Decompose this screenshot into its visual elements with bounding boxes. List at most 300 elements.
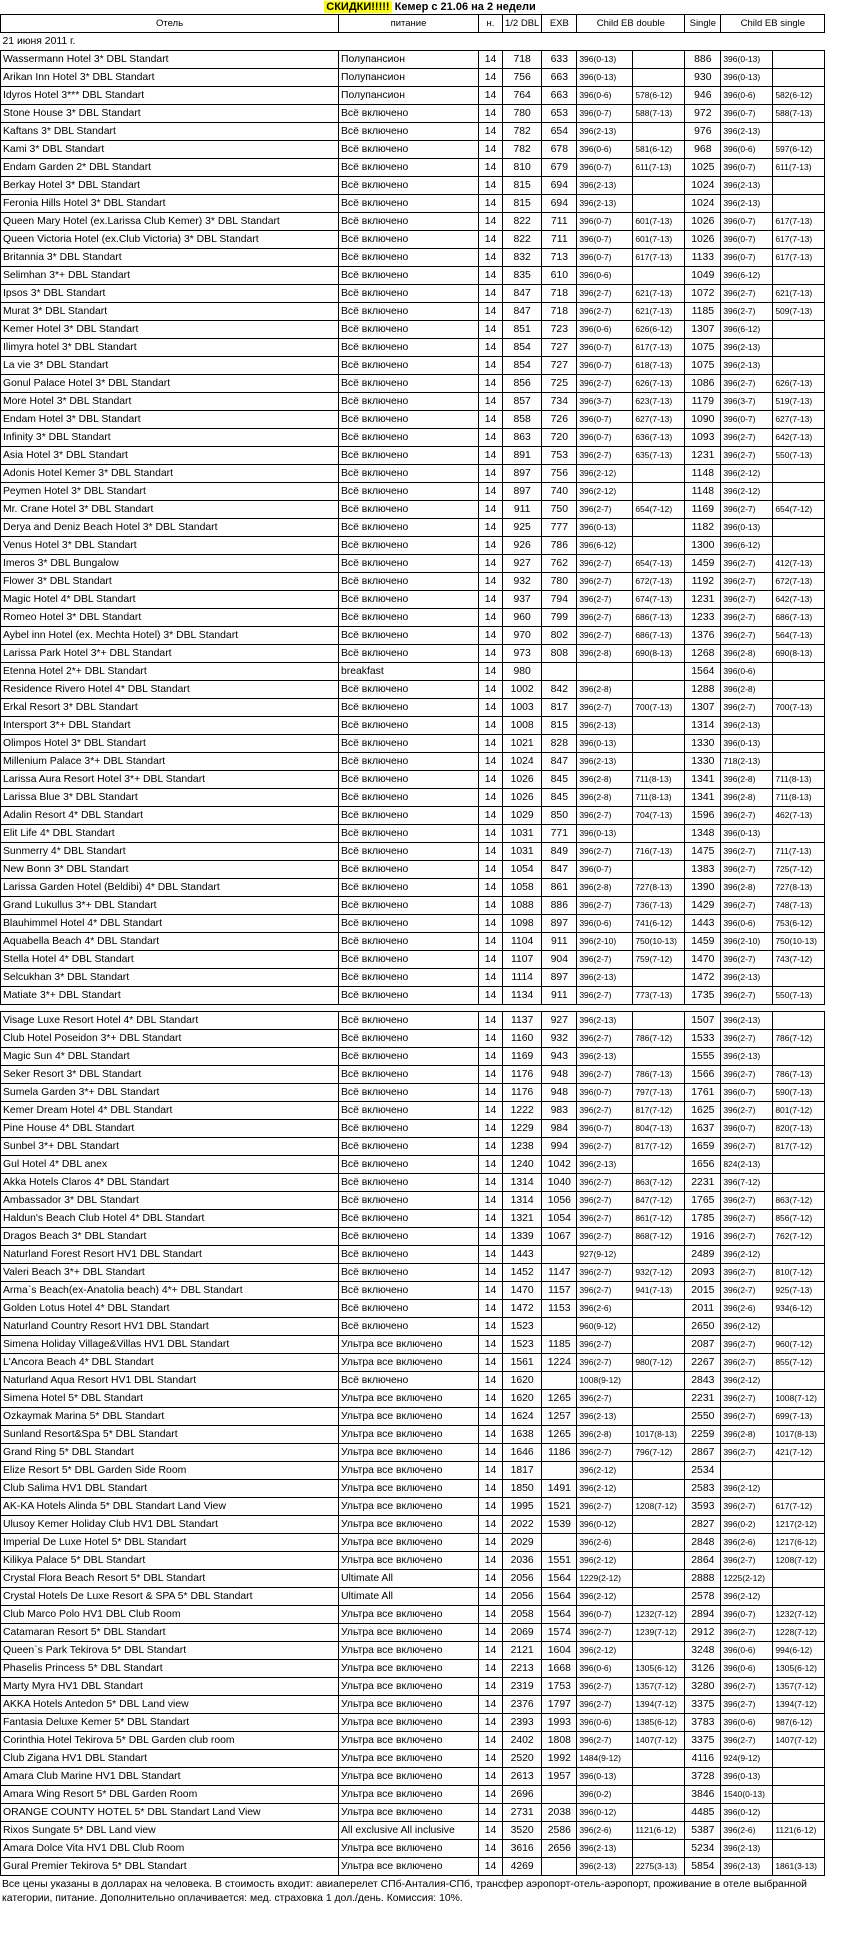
cell-child-dbl-2: 690(8-13) bbox=[633, 645, 685, 663]
cell-exb: 753 bbox=[542, 447, 577, 465]
cell-child-sgl-1: 396(2-13) bbox=[721, 1048, 773, 1066]
cell-child-sgl-2 bbox=[773, 537, 825, 555]
cell-meal: Всё включено bbox=[339, 105, 479, 123]
cell-child-sgl-2 bbox=[773, 753, 825, 771]
table-row bbox=[1, 141, 825, 159]
table-row bbox=[1, 1138, 825, 1156]
cell-single: 2231 bbox=[685, 1174, 721, 1192]
cell-dbl: 1169 bbox=[503, 1048, 542, 1066]
cell-child-dbl-2 bbox=[633, 753, 685, 771]
cell-meal: Ультра все включено bbox=[339, 1552, 479, 1570]
cell-exb: 663 bbox=[542, 87, 577, 105]
cell-hotel: Ozkaymak Marina 5* DBL Standart bbox=[1, 1408, 339, 1426]
cell-hotel: AK-KA Hotels Alinda 5* DBL Standart Land View bbox=[1, 1498, 339, 1516]
cell-child-dbl-2 bbox=[633, 537, 685, 555]
cell-child-sgl-1: 396(2-7) bbox=[721, 627, 773, 645]
cell-child-dbl-2 bbox=[633, 1048, 685, 1066]
cell-child-dbl-1: 396(0-13) bbox=[577, 519, 633, 537]
cell-hotel: Kaftans 3* DBL Standart bbox=[1, 123, 339, 141]
cell-child-sgl-2: 642(7-13) bbox=[773, 429, 825, 447]
cell-single: 1555 bbox=[685, 1048, 721, 1066]
table-row bbox=[1, 1210, 825, 1228]
table-row bbox=[1, 933, 825, 951]
cell-dbl: 1646 bbox=[503, 1444, 542, 1462]
cell-hotel: Stella Hotel 4* DBL Standart bbox=[1, 951, 339, 969]
cell-child-dbl-1: 396(2-7) bbox=[577, 1390, 633, 1408]
cell-child-sgl-1: 396(2-8) bbox=[721, 1426, 773, 1444]
cell-child-dbl-1: 396(0-6) bbox=[577, 1660, 633, 1678]
cell-child-sgl-1: 396(6-12) bbox=[721, 321, 773, 339]
cell-child-sgl-2 bbox=[773, 1318, 825, 1336]
cell-single: 1025 bbox=[685, 159, 721, 177]
cell-dbl: 847 bbox=[503, 285, 542, 303]
cell-child-dbl-1: 396(2-13) bbox=[577, 195, 633, 213]
cell-child-dbl-1: 396(2-8) bbox=[577, 789, 633, 807]
cell-child-dbl-2: 711(8-13) bbox=[633, 789, 685, 807]
cell-dbl: 932 bbox=[503, 573, 542, 591]
cell-child-dbl-2: 618(7-13) bbox=[633, 357, 685, 375]
cell-child-sgl-2: 617(7-13) bbox=[773, 213, 825, 231]
cell-hotel: Catamaran Resort 5* DBL Standart bbox=[1, 1624, 339, 1642]
cell-child-dbl-1: 396(2-6) bbox=[577, 1822, 633, 1840]
cell-child-sgl-2: 925(7-13) bbox=[773, 1282, 825, 1300]
cell-single: 1566 bbox=[685, 1066, 721, 1084]
cell-dbl: 1624 bbox=[503, 1408, 542, 1426]
cell-child-sgl-1: 396(2-13) bbox=[721, 969, 773, 987]
cell-child-dbl-2: 711(8-13) bbox=[633, 771, 685, 789]
cell-child-sgl-2: 1861(3-13) bbox=[773, 1858, 825, 1876]
cell-dbl: 891 bbox=[503, 447, 542, 465]
cell-exb bbox=[542, 1858, 577, 1876]
cell-child-dbl-1: 396(0-13) bbox=[577, 1768, 633, 1786]
cell-single: 1341 bbox=[685, 771, 721, 789]
cell-dbl: 835 bbox=[503, 267, 542, 285]
cell-meal: Всё включено bbox=[339, 897, 479, 915]
cell-child-sgl-2 bbox=[773, 465, 825, 483]
cell-nights: 14 bbox=[479, 1354, 503, 1372]
cell-exb: 1957 bbox=[542, 1768, 577, 1786]
cell-child-dbl-2: 672(7-13) bbox=[633, 573, 685, 591]
cell-exb: 842 bbox=[542, 681, 577, 699]
cell-meal: Ultimate All bbox=[339, 1588, 479, 1606]
cell-meal: Всё включено bbox=[339, 1318, 479, 1336]
cell-child-dbl-1: 396(2-7) bbox=[577, 591, 633, 609]
cell-child-dbl-2: 1239(7-12) bbox=[633, 1624, 685, 1642]
cell-dbl: 1054 bbox=[503, 861, 542, 879]
cell-exb: 847 bbox=[542, 753, 577, 771]
cell-single: 3846 bbox=[685, 1786, 721, 1804]
cell-dbl: 2376 bbox=[503, 1696, 542, 1714]
cell-single: 5854 bbox=[685, 1858, 721, 1876]
cell-exb: 845 bbox=[542, 789, 577, 807]
cell-child-dbl-1: 396(2-12) bbox=[577, 1552, 633, 1570]
cell-hotel: Naturland Aqua Resort HV1 DBL Standart bbox=[1, 1372, 339, 1390]
cell-child-sgl-2: 786(7-12) bbox=[773, 1030, 825, 1048]
cell-child-sgl-2: 699(7-13) bbox=[773, 1408, 825, 1426]
cell-nights: 14 bbox=[479, 213, 503, 231]
cell-hotel: Olimpos Hotel 3* DBL Standart bbox=[1, 735, 339, 753]
cell-dbl: 3616 bbox=[503, 1840, 542, 1858]
cell-nights: 14 bbox=[479, 1588, 503, 1606]
cell-single: 1169 bbox=[685, 501, 721, 519]
cell-meal: Ультра все включено bbox=[339, 1534, 479, 1552]
cell-hotel: Phaselis Princess 5* DBL Standart bbox=[1, 1660, 339, 1678]
table-row bbox=[1, 501, 825, 519]
cell-child-sgl-2: 621(7-13) bbox=[773, 285, 825, 303]
cell-single: 1231 bbox=[685, 591, 721, 609]
cell-nights: 14 bbox=[479, 69, 503, 87]
cell-nights: 14 bbox=[479, 861, 503, 879]
cell-child-sgl-2: 412(7-13) bbox=[773, 555, 825, 573]
cell-hotel: Murat 3* DBL Standart bbox=[1, 303, 339, 321]
cell-child-dbl-1: 396(2-7) bbox=[577, 1336, 633, 1354]
cell-child-sgl-2 bbox=[773, 321, 825, 339]
cell-child-sgl-2: 711(8-13) bbox=[773, 771, 825, 789]
cell-meal: Ультра все включено bbox=[339, 1408, 479, 1426]
cell-child-dbl-2: 654(7-13) bbox=[633, 555, 685, 573]
cell-dbl: 1620 bbox=[503, 1372, 542, 1390]
cell-meal: Всё включено bbox=[339, 1282, 479, 1300]
cell-child-dbl-1: 396(2-7) bbox=[577, 627, 633, 645]
cell-hotel: Imperial De Luxe Hotel 5* DBL Standart bbox=[1, 1534, 339, 1552]
cell-child-sgl-2: 700(7-13) bbox=[773, 699, 825, 717]
cell-exb: 1993 bbox=[542, 1714, 577, 1732]
cell-single: 1472 bbox=[685, 969, 721, 987]
cell-hotel: Rixos Sungate 5* DBL Land view bbox=[1, 1822, 339, 1840]
cell-single: 5234 bbox=[685, 1840, 721, 1858]
cell-child-sgl-1: 396(2-7) bbox=[721, 1408, 773, 1426]
cell-exb: 808 bbox=[542, 645, 577, 663]
cell-child-dbl-2 bbox=[633, 51, 685, 69]
cell-nights: 14 bbox=[479, 1246, 503, 1264]
cell-meal: Всё включено bbox=[339, 411, 479, 429]
cell-meal: Полупансион bbox=[339, 51, 479, 69]
cell-nights: 14 bbox=[479, 249, 503, 267]
cell-child-sgl-2 bbox=[773, 663, 825, 681]
cell-meal: Всё включено bbox=[339, 609, 479, 627]
cell-single: 1656 bbox=[685, 1156, 721, 1174]
table-row bbox=[1, 393, 825, 411]
cell-child-dbl-1: 396(2-13) bbox=[577, 1012, 633, 1030]
cell-hotel: Dragos Beach 3* DBL Standart bbox=[1, 1228, 339, 1246]
cell-exb: 713 bbox=[542, 249, 577, 267]
table-row bbox=[1, 699, 825, 717]
cell-meal: Ультра все включено bbox=[339, 1840, 479, 1858]
cell-hotel: Larissa Aura Resort Hotel 3*+ DBL Standart bbox=[1, 771, 339, 789]
cell-single: 3248 bbox=[685, 1642, 721, 1660]
cell-hotel: Aquabella Beach 4* DBL Standart bbox=[1, 933, 339, 951]
cell-exb: 694 bbox=[542, 195, 577, 213]
table-row bbox=[1, 375, 825, 393]
cell-meal: Всё включено bbox=[339, 753, 479, 771]
col-dbl: 1/2 DBL bbox=[503, 15, 542, 33]
cell-hotel: Naturland Country Resort HV1 DBL Standart bbox=[1, 1318, 339, 1336]
cell-child-sgl-1: 718(2-13) bbox=[721, 753, 773, 771]
cell-child-dbl-1: 396(2-7) bbox=[577, 1228, 633, 1246]
cell-meal: Ультра все включено bbox=[339, 1516, 479, 1534]
cell-exb bbox=[542, 1372, 577, 1390]
cell-child-sgl-1: 396(2-12) bbox=[721, 483, 773, 501]
cell-single: 2848 bbox=[685, 1534, 721, 1552]
cell-meal: Ультра все включено bbox=[339, 1498, 479, 1516]
cell-child-sgl-2 bbox=[773, 1750, 825, 1768]
cell-dbl: 1107 bbox=[503, 951, 542, 969]
cell-child-dbl-2 bbox=[633, 1570, 685, 1588]
cell-hotel: Feronia Hills Hotel 3* DBL Standart bbox=[1, 195, 339, 213]
cell-child-sgl-1: 396(2-6) bbox=[721, 1534, 773, 1552]
cell-child-dbl-1: 396(2-6) bbox=[577, 1534, 633, 1552]
cell-child-dbl-2: 1385(6-12) bbox=[633, 1714, 685, 1732]
cell-child-sgl-1: 396(2-7) bbox=[721, 807, 773, 825]
cell-hotel: Gural Premier Tekirova 5* DBL Standart bbox=[1, 1858, 339, 1876]
cell-child-sgl-2 bbox=[773, 1462, 825, 1480]
cell-child-sgl-2: 820(7-13) bbox=[773, 1120, 825, 1138]
cell-exb: 718 bbox=[542, 303, 577, 321]
cell-nights: 14 bbox=[479, 987, 503, 1005]
cell-child-sgl-2: 1232(7-12) bbox=[773, 1606, 825, 1624]
cell-single: 3783 bbox=[685, 1714, 721, 1732]
cell-meal: Всё включено bbox=[339, 681, 479, 699]
cell-meal: Всё включено bbox=[339, 573, 479, 591]
cell-meal: Всё включено bbox=[339, 1372, 479, 1390]
cell-dbl: 926 bbox=[503, 537, 542, 555]
cell-dbl: 847 bbox=[503, 303, 542, 321]
cell-child-sgl-1: 396(2-7) bbox=[721, 897, 773, 915]
cell-nights: 14 bbox=[479, 1696, 503, 1714]
cell-child-sgl-2: 1217(6-12) bbox=[773, 1534, 825, 1552]
cell-hotel: Visage Luxe Resort Hotel 4* DBL Standart bbox=[1, 1012, 339, 1030]
table-row bbox=[1, 1570, 825, 1588]
cell-meal: Всё включено bbox=[339, 987, 479, 1005]
cell-child-dbl-2: 868(7-12) bbox=[633, 1228, 685, 1246]
cell-child-sgl-2: 1394(7-12) bbox=[773, 1696, 825, 1714]
cell-dbl: 815 bbox=[503, 177, 542, 195]
cell-exb: 2038 bbox=[542, 1804, 577, 1822]
table-row bbox=[1, 51, 825, 69]
cell-child-sgl-1: 396(2-13) bbox=[721, 357, 773, 375]
cell-meal: Всё включено bbox=[339, 429, 479, 447]
col-nights: н. bbox=[479, 15, 503, 33]
cell-exb: 794 bbox=[542, 591, 577, 609]
cell-meal: Ультра все включено bbox=[339, 1426, 479, 1444]
cell-child-sgl-2: 725(7-12) bbox=[773, 861, 825, 879]
cell-child-sgl-1: 396(0-7) bbox=[721, 1084, 773, 1102]
cell-exb: 1224 bbox=[542, 1354, 577, 1372]
cell-nights: 14 bbox=[479, 1264, 503, 1282]
cell-hotel: Queen Mary Hotel (ex.Larissa Club Kemer) 3* DBL Standart bbox=[1, 213, 339, 231]
cell-nights: 14 bbox=[479, 1606, 503, 1624]
table-row bbox=[1, 987, 825, 1005]
cell-child-dbl-1: 396(0-7) bbox=[577, 1120, 633, 1138]
cell-nights: 14 bbox=[479, 1570, 503, 1588]
cell-child-sgl-1: 396(2-7) bbox=[721, 573, 773, 591]
cell-child-dbl-1: 396(2-7) bbox=[577, 555, 633, 573]
cell-meal: Всё включено bbox=[339, 177, 479, 195]
cell-child-sgl-1: 396(2-7) bbox=[721, 987, 773, 1005]
cell-dbl: 857 bbox=[503, 393, 542, 411]
cell-meal: Всё включено bbox=[339, 1138, 479, 1156]
cell-child-sgl-1: 396(2-12) bbox=[721, 1588, 773, 1606]
cell-exb: 723 bbox=[542, 321, 577, 339]
cell-dbl: 854 bbox=[503, 339, 542, 357]
cell-meal: Всё включено bbox=[339, 483, 479, 501]
cell-dbl: 1523 bbox=[503, 1336, 542, 1354]
table-row bbox=[1, 231, 825, 249]
cell-meal: Всё включено bbox=[339, 465, 479, 483]
cell-meal: Всё включено bbox=[339, 969, 479, 987]
cell-dbl: 2029 bbox=[503, 1534, 542, 1552]
cell-hotel: La vie 3* DBL Standart bbox=[1, 357, 339, 375]
cell-nights: 14 bbox=[479, 789, 503, 807]
cell-meal: Всё включено bbox=[339, 915, 479, 933]
cell-dbl: 1104 bbox=[503, 933, 542, 951]
table-row bbox=[1, 1318, 825, 1336]
cell-dbl: 1002 bbox=[503, 681, 542, 699]
cell-child-sgl-1: 396(2-7) bbox=[721, 1444, 773, 1462]
cell-hotel: Mr. Crane Hotel 3* DBL Standart bbox=[1, 501, 339, 519]
cell-exb: 725 bbox=[542, 375, 577, 393]
cell-nights: 14 bbox=[479, 807, 503, 825]
cell-meal: Всё включено bbox=[339, 879, 479, 897]
cell-meal: Всё включено bbox=[339, 159, 479, 177]
cell-hotel: Simena Hotel 5* DBL Standart bbox=[1, 1390, 339, 1408]
cell-nights: 14 bbox=[479, 1624, 503, 1642]
cell-single: 976 bbox=[685, 123, 721, 141]
cell-dbl: 1031 bbox=[503, 825, 542, 843]
cell-child-dbl-2: 704(7-13) bbox=[633, 807, 685, 825]
cell-single: 2888 bbox=[685, 1570, 721, 1588]
table-row bbox=[1, 519, 825, 537]
cell-nights: 14 bbox=[479, 699, 503, 717]
cell-exb: 1521 bbox=[542, 1498, 577, 1516]
cell-nights: 14 bbox=[479, 1066, 503, 1084]
cell-nights: 14 bbox=[479, 573, 503, 591]
table-row bbox=[1, 1516, 825, 1534]
cell-single: 2231 bbox=[685, 1390, 721, 1408]
cell-nights: 14 bbox=[479, 591, 503, 609]
cell-child-dbl-2: 626(6-12) bbox=[633, 321, 685, 339]
cell-meal: Ультра все включено bbox=[339, 1768, 479, 1786]
table-row bbox=[1, 1264, 825, 1282]
table-row bbox=[1, 267, 825, 285]
cell-hotel: Seker Resort 3* DBL Standart bbox=[1, 1066, 339, 1084]
cell-child-dbl-1: 396(2-8) bbox=[577, 681, 633, 699]
cell-child-dbl-2: 601(7-13) bbox=[633, 213, 685, 231]
cell-nights: 14 bbox=[479, 843, 503, 861]
cell-child-dbl-1: 396(2-12) bbox=[577, 1642, 633, 1660]
cell-exb: 750 bbox=[542, 501, 577, 519]
cell-meal: Ультра все включено bbox=[339, 1714, 479, 1732]
cell-child-dbl-2: 1407(7-12) bbox=[633, 1732, 685, 1750]
table-row bbox=[1, 735, 825, 753]
cell-child-dbl-2: 601(7-13) bbox=[633, 231, 685, 249]
cell-meal: Всё включено bbox=[339, 447, 479, 465]
cell-meal: Всё включено bbox=[339, 1048, 479, 1066]
cell-exb: 1797 bbox=[542, 1696, 577, 1714]
cell-hotel: Sumela Garden 3*+ DBL Standart bbox=[1, 1084, 339, 1102]
cell-hotel: Crystal Flora Beach Resort 5* DBL Standart bbox=[1, 1570, 339, 1588]
cell-child-dbl-1: 396(2-7) bbox=[577, 609, 633, 627]
cell-meal: Ультра все включено bbox=[339, 1606, 479, 1624]
cell-child-sgl-1: 396(7-12) bbox=[721, 1174, 773, 1192]
cell-hotel: Sunbel 3*+ DBL Standart bbox=[1, 1138, 339, 1156]
cell-child-sgl-1: 396(2-7) bbox=[721, 501, 773, 519]
cell-single: 3280 bbox=[685, 1678, 721, 1696]
cell-nights: 14 bbox=[479, 1390, 503, 1408]
cell-child-dbl-1: 396(2-7) bbox=[577, 1066, 633, 1084]
cell-hotel: Britannia 3* DBL Standart bbox=[1, 249, 339, 267]
cell-child-dbl-1: 396(2-13) bbox=[577, 1156, 633, 1174]
cell-exb: 786 bbox=[542, 537, 577, 555]
cell-child-dbl-1: 396(0-6) bbox=[577, 321, 633, 339]
cell-nights: 14 bbox=[479, 933, 503, 951]
cell-child-sgl-2: 863(7-12) bbox=[773, 1192, 825, 1210]
cell-hotel: Endam Garden 2* DBL Standart bbox=[1, 159, 339, 177]
cell-single: 3375 bbox=[685, 1732, 721, 1750]
table-row bbox=[1, 159, 825, 177]
cell-nights: 14 bbox=[479, 537, 503, 555]
cell-child-dbl-2 bbox=[633, 1246, 685, 1264]
cell-dbl: 2213 bbox=[503, 1660, 542, 1678]
cell-child-sgl-1: 396(0-7) bbox=[721, 1606, 773, 1624]
cell-child-dbl-2 bbox=[633, 1462, 685, 1480]
cell-hotel: Corinthia Hotel Tekirova 5* DBL Garden club room bbox=[1, 1732, 339, 1750]
cell-exb: 984 bbox=[542, 1120, 577, 1138]
cell-single: 1533 bbox=[685, 1030, 721, 1048]
cell-meal: Всё включено bbox=[339, 393, 479, 411]
table-row bbox=[1, 339, 825, 357]
cell-child-dbl-1: 396(2-7) bbox=[577, 1030, 633, 1048]
cell-child-dbl-1: 396(2-13) bbox=[577, 717, 633, 735]
cell-child-dbl-1: 1484(9-12) bbox=[577, 1750, 633, 1768]
cell-dbl: 1240 bbox=[503, 1156, 542, 1174]
cell-nights: 14 bbox=[479, 1660, 503, 1678]
cell-child-dbl-2: 750(10-13) bbox=[633, 933, 685, 951]
cell-child-dbl-1: 396(2-6) bbox=[577, 1300, 633, 1318]
cell-meal: Всё включено bbox=[339, 861, 479, 879]
cell-single: 1625 bbox=[685, 1102, 721, 1120]
cell-nights: 14 bbox=[479, 429, 503, 447]
cell-meal: Всё включено bbox=[339, 501, 479, 519]
cell-dbl: 858 bbox=[503, 411, 542, 429]
cell-child-dbl-2 bbox=[633, 1012, 685, 1030]
cell-exb: 817 bbox=[542, 699, 577, 717]
cell-hotel: Marty Myra HV1 DBL Standart bbox=[1, 1678, 339, 1696]
cell-single: 2011 bbox=[685, 1300, 721, 1318]
cell-nights: 14 bbox=[479, 1804, 503, 1822]
cell-hotel: Club Hotel Poseidon 3*+ DBL Standart bbox=[1, 1030, 339, 1048]
cell-nights: 14 bbox=[479, 105, 503, 123]
cell-child-dbl-1: 396(3-7) bbox=[577, 393, 633, 411]
cell-child-dbl-1: 396(2-13) bbox=[577, 1408, 633, 1426]
cell-hotel: Flower 3* DBL Standart bbox=[1, 573, 339, 591]
table-row bbox=[1, 213, 825, 231]
cell-dbl: 2731 bbox=[503, 1804, 542, 1822]
cell-child-dbl-2: 611(7-13) bbox=[633, 159, 685, 177]
cell-exb: 654 bbox=[542, 123, 577, 141]
cell-child-sgl-1: 396(2-7) bbox=[721, 555, 773, 573]
cell-single: 930 bbox=[685, 69, 721, 87]
cell-child-dbl-1: 396(0-12) bbox=[577, 1516, 633, 1534]
table-row bbox=[1, 555, 825, 573]
cell-single: 972 bbox=[685, 105, 721, 123]
cell-child-dbl-1: 396(0-13) bbox=[577, 735, 633, 753]
table-row bbox=[1, 753, 825, 771]
cell-child-dbl-1: 396(2-7) bbox=[577, 1192, 633, 1210]
cell-dbl: 1114 bbox=[503, 969, 542, 987]
cell-meal: Всё включено bbox=[339, 1102, 479, 1120]
cell-child-sgl-2: 1208(7-12) bbox=[773, 1552, 825, 1570]
